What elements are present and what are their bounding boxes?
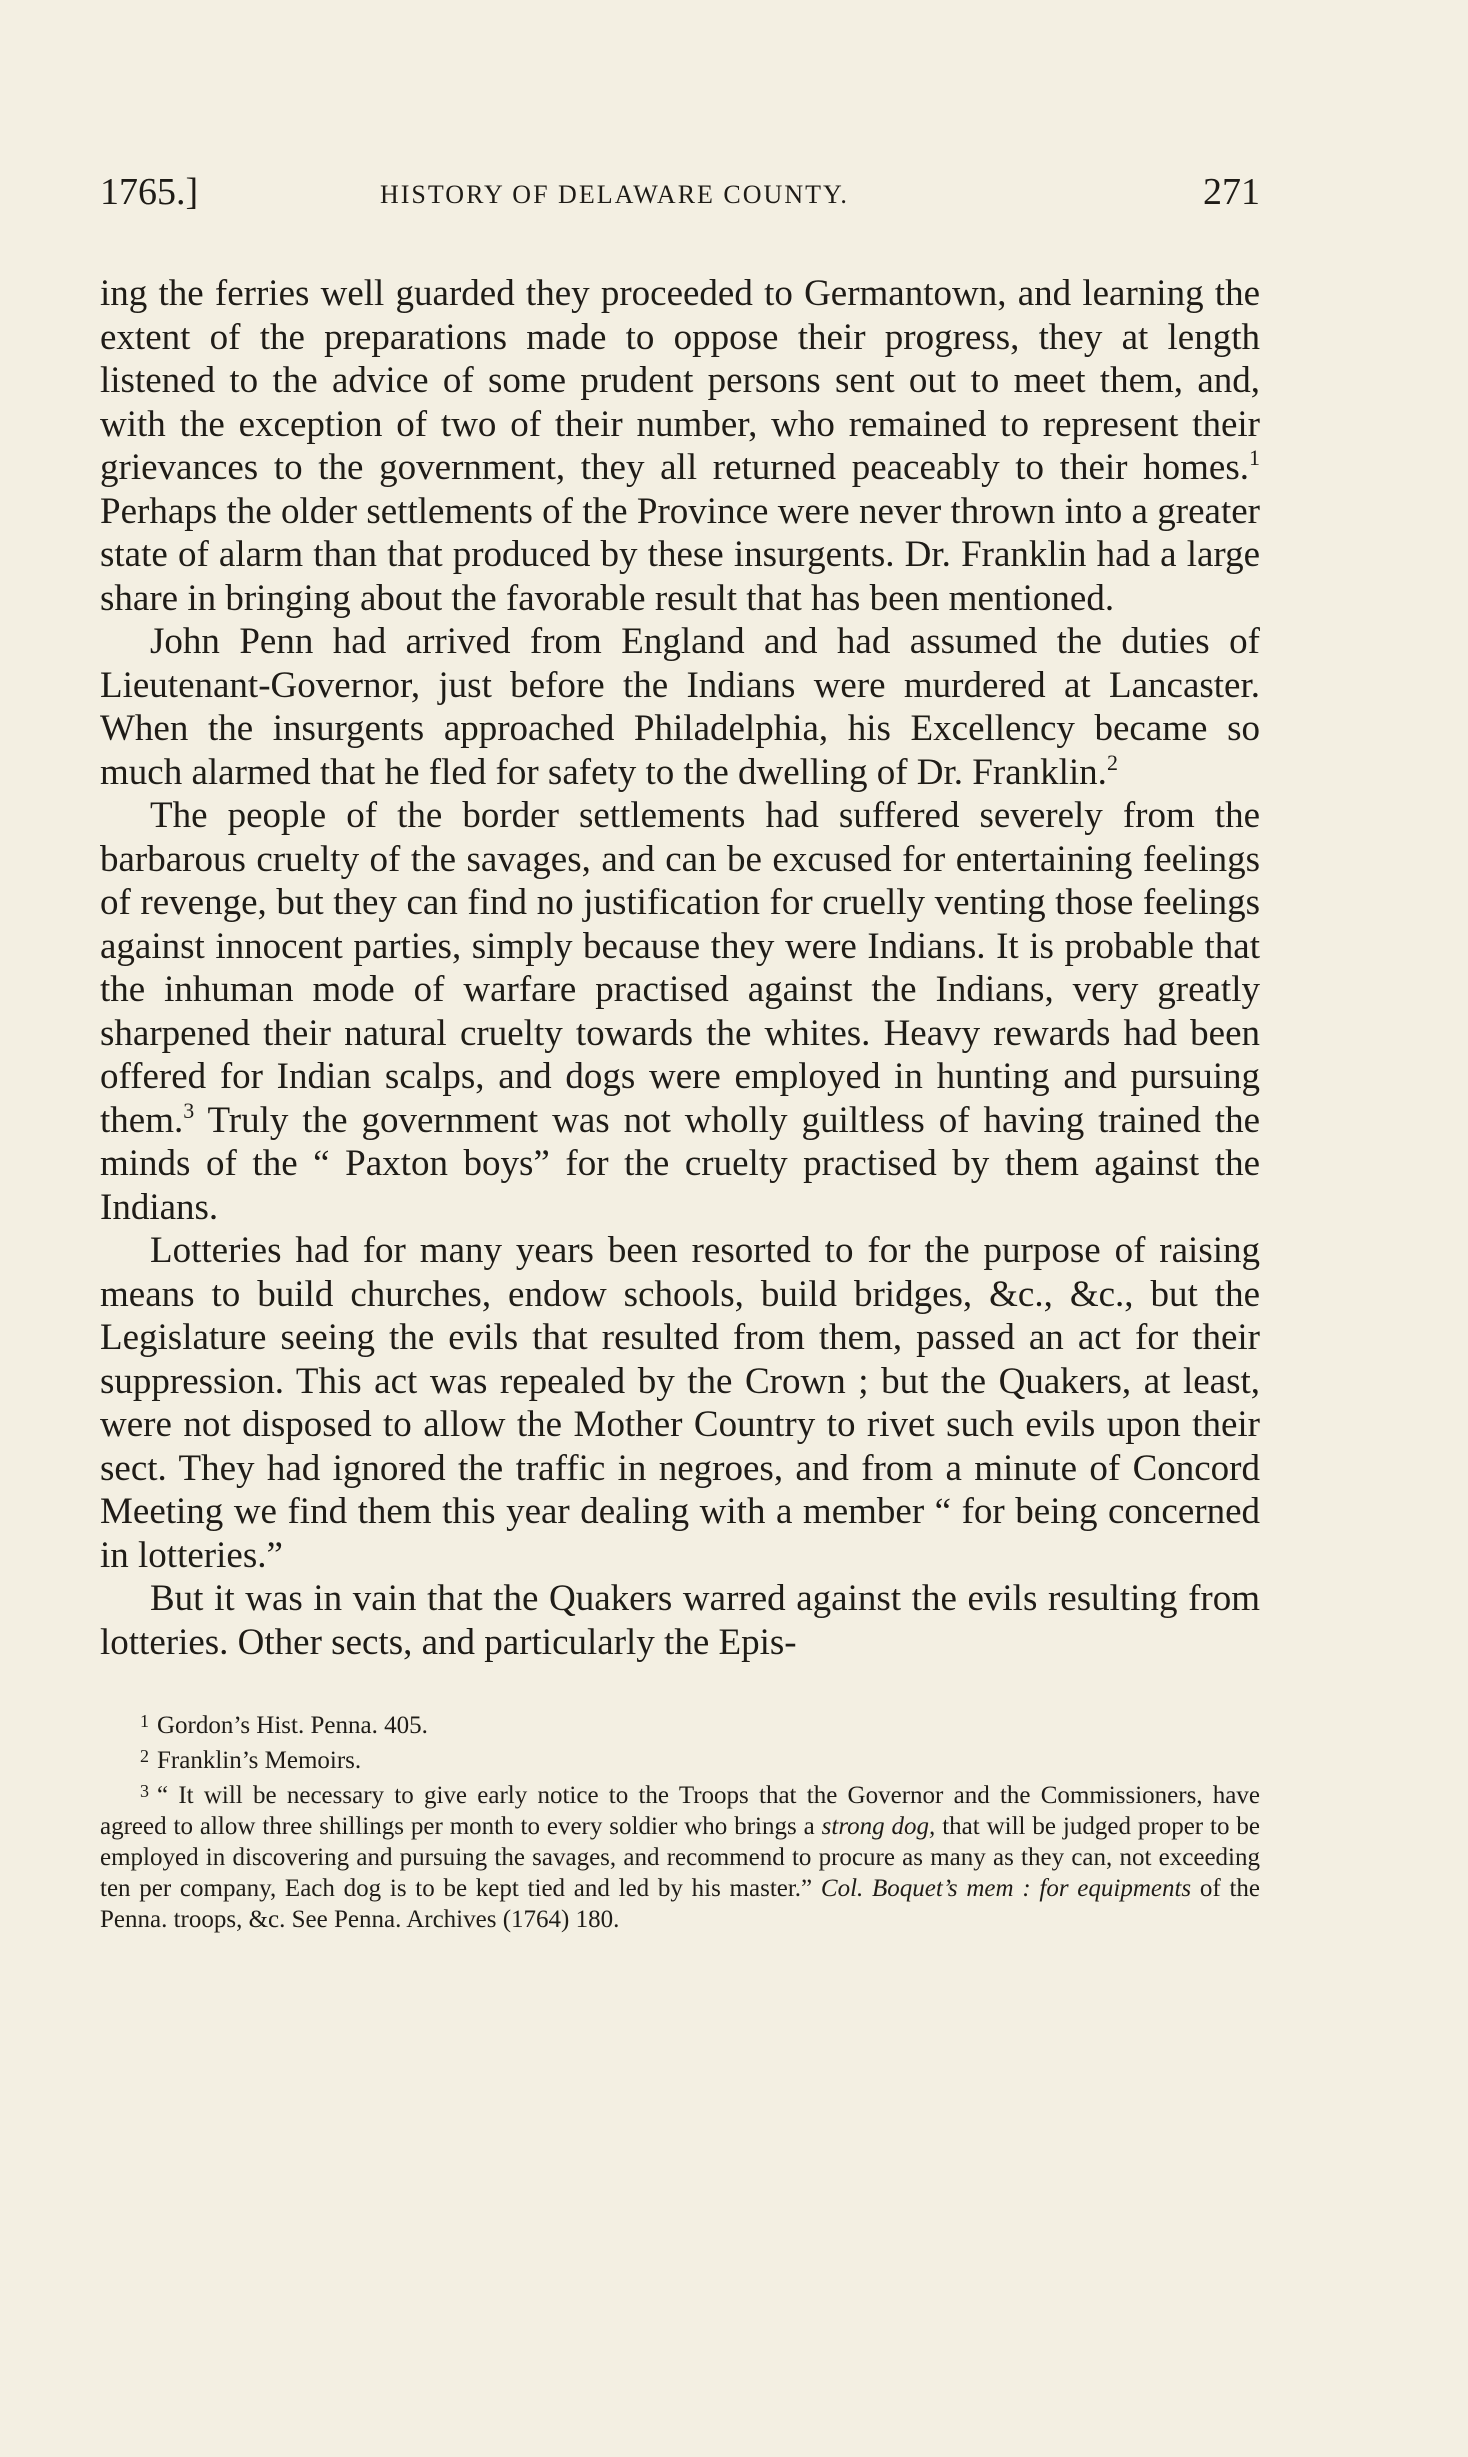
paragraph-text: Lotteries had for many years been resorted to for the purpose of raising means to build churches, endow schools, build bridges, &c., &c., but the Legislature seeing the evils that resulted from them, passed an act for their suppression. This act was repealed by the Crown ; but the Quakers, at least, were not disposed to allow the Mother Country to rivet such evils upon their sect. They had ignored the traffic in negroes, and from a minute of Concord Meeting we find them this year dealing with a member “ for being concerned in lotteries.” [100, 1230, 1260, 1576]
footnote-mark: 1 [140, 1711, 149, 1731]
paragraph-text: John Penn had arrived from England and had assumed the duties of Lieutenant-Governor, just before the Indians were murdered at Lancaster. When the insurgents approached Philadelphia, his Excellency became so much alarmed that he fled for safety to the dwelling of Dr. Franklin. [100, 621, 1260, 793]
footnote-ref-3: 3 [183, 1097, 195, 1123]
footnote-citation: Col. Boquet’s mem : for equipments [820, 1875, 1192, 1902]
paragraph-text: But it was in vain that the Quakers warred against the evils resulting from lotteries. Other sects, and particularly the Epis- [100, 1578, 1260, 1663]
footnote-mark: 2 [140, 1746, 149, 1766]
paragraph-4 [100, 1229, 1260, 1577]
footnote-1 [100, 1706, 1260, 1741]
footnote-2 [100, 1741, 1260, 1776]
footnotes [100, 1706, 1260, 1935]
body-text [100, 272, 1260, 1664]
footnote-italic: strong dog, [821, 1813, 936, 1840]
paragraph-3 [100, 794, 1260, 1229]
paragraph-text: ing the ferries well guarded they proceeded to Germantown, and learning the extent of the preparations made to oppose their progress, they at length listened to the advice of some prudent persons sent out to meet them, and, with the exception of two of their number, who remained to represent their grievances to the government, they all returned peaceably to their homes. [100, 273, 1260, 488]
book-page [100, 170, 1260, 1935]
footnote-text: Gordon’s Hist. Penna. 405. [157, 1712, 428, 1739]
paragraph-text: The people of the border settlements had suffered severely from the barbarous cruelty of the savages, and can be excused for entertaining feelings of revenge, but they can find no justification for cruelly venting those feelings against innocent parties, simply because they were Indians. It is probable that the inhuman mode of warfare practised against the Indians, very greatly sharpened their natural cruelty towards the whites. Heavy rewards had been offered for Indian scalps, and dogs were employed in hunting and pursuing them. [100, 795, 1260, 1141]
paragraph-1 [100, 272, 1260, 620]
paragraph-text-continued: Truly the government was not wholly guiltless of having trained the minds of the “ Paxton boys” for the cruelty practised by them against the Indians. [100, 1099, 1260, 1228]
footnote-text: Franklin’s Memoirs. [157, 1747, 362, 1774]
paragraph-text-continued: Perhaps the older settlements of the Province were never thrown into a greater state of alarm than that produced by these insurgents. Dr. Franklin had a large share in bringing about the favorable result that has been mentioned. [100, 490, 1260, 619]
footnote-text: “ It will be necessary to give early notice to the Troops that the Governor and the Commissioners, have agreed to allow three shillings per month to every soldier who brings a [100, 1782, 1260, 1840]
footnote-3 [100, 1776, 1260, 1935]
running-head [100, 170, 1260, 230]
header-title: HISTORY OF DELAWARE COUNTY. [380, 180, 849, 209]
paragraph-2 [100, 620, 1260, 794]
footnote-text: of the Penna. troops, &c. See Penna. Archives (1764) 180. [100, 1875, 1260, 1933]
footnote-ref-2: 2 [1106, 749, 1118, 775]
page-number: 271 [1203, 171, 1260, 213]
paragraph-5 [100, 1577, 1260, 1664]
header-year: 1765.] [100, 171, 199, 213]
footnote-ref-1: 1 [1249, 445, 1260, 470]
footnote-text: that will be judged proper to be employed in discovering and pursuing the savages, and recommend to procure as many as they can, not exceeding ten per company, Each dog is to be kept tied and led by his master.” [100, 1813, 1260, 1902]
footnote-mark: 3 [140, 1781, 149, 1801]
